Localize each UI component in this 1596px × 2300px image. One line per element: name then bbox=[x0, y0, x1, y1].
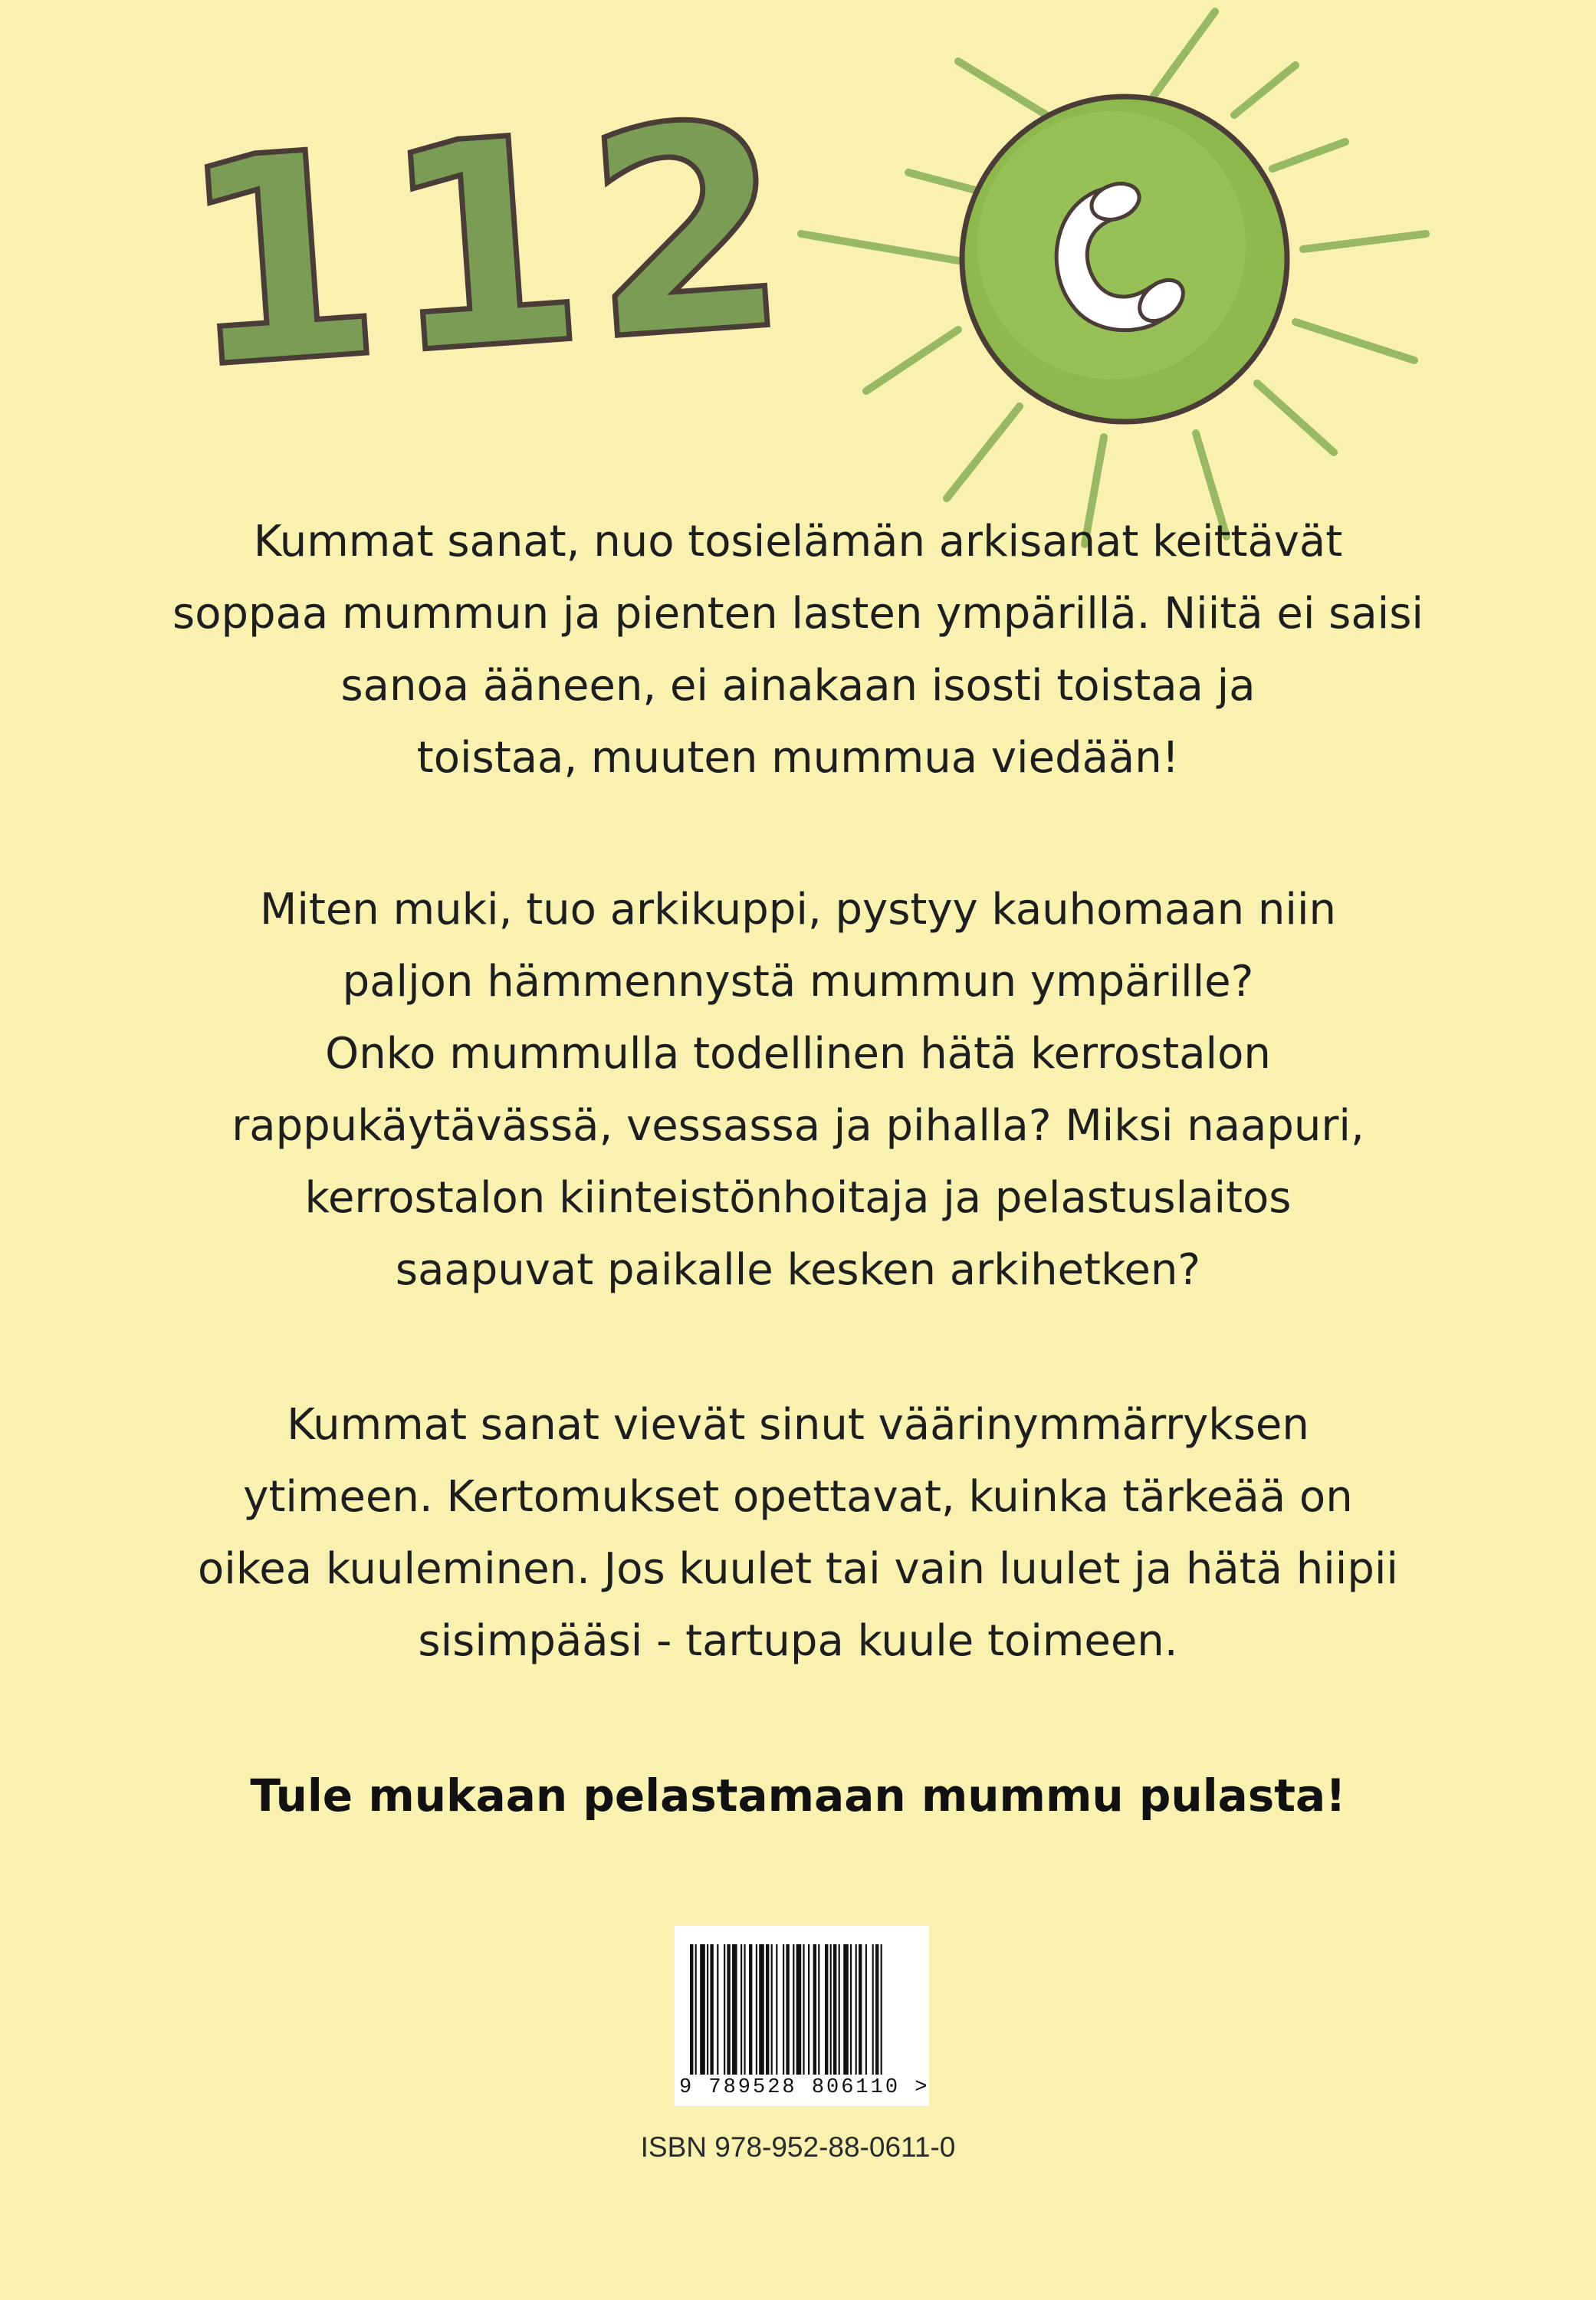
description-paragraph-2 bbox=[0, 874, 1596, 1306]
barcode-bar bbox=[793, 1944, 794, 2075]
text-line: kerrostalon kiinteistönhoitaja ja pelastuslaitos bbox=[304, 1173, 1292, 1223]
barcode-bar bbox=[695, 1944, 697, 2075]
barcode-bar bbox=[710, 1944, 713, 2075]
barcode-bar bbox=[843, 1944, 849, 2075]
barcode-bar bbox=[771, 1944, 773, 2075]
text-line: oikea kuuleminen. Jos kuulet tai vain luulet ja hätä hiipii bbox=[198, 1544, 1398, 1594]
barcode-bar bbox=[865, 1944, 867, 2075]
barcode-bar bbox=[833, 1944, 836, 2075]
barcode-bar bbox=[881, 1944, 882, 2075]
barcode-bar bbox=[808, 1944, 809, 2075]
barcode-bar bbox=[875, 1944, 878, 2075]
barcode-bar bbox=[756, 1944, 757, 2075]
barcode-bar bbox=[855, 1944, 857, 2075]
barcode bbox=[675, 1926, 929, 2106]
text-line: Miten muki, tuo arkikuppi, pystyy kauhomaan niin bbox=[260, 885, 1336, 935]
text-line: sanoa ääneen, ei ainakaan isosti toistaa ja bbox=[340, 661, 1256, 711]
barcode-bar bbox=[818, 1944, 819, 2075]
barcode-bars bbox=[679, 1944, 924, 2075]
text-line: rappukäytävässä, vessassa ja pihalla? Miksi naapuri, bbox=[232, 1101, 1364, 1151]
text-line: Kummat sanat, nuo tosielämän arkisanat keittävät bbox=[253, 517, 1343, 567]
text-line: Kummat sanat vievät sinut väärinymmärryksen bbox=[287, 1400, 1309, 1450]
barcode-bar bbox=[732, 1944, 737, 2075]
barcode-bar bbox=[717, 1944, 718, 2075]
text-line: soppaa mummun ja pienten lasten ympärillä. Niitä ei saisi bbox=[172, 589, 1424, 639]
number-112-art: 112 bbox=[170, 61, 803, 433]
text-line: saapuvat paikalle kesken arkihetken? bbox=[395, 1245, 1201, 1295]
barcode-bar bbox=[796, 1944, 802, 2075]
barcode-bar bbox=[727, 1944, 730, 2075]
barcode-bar bbox=[825, 1944, 828, 2075]
text-line: ytimeen. Kertomukset opettavat, kuinka tärkeää on bbox=[243, 1472, 1353, 1522]
barcode-bar bbox=[813, 1944, 816, 2075]
barcode-bar bbox=[759, 1944, 764, 2075]
barcode-bar bbox=[830, 1944, 832, 2075]
barcode-bar bbox=[741, 1944, 742, 2075]
barcode-bar bbox=[859, 1944, 862, 2075]
barcode-bar bbox=[690, 1944, 693, 2075]
barcode-bar bbox=[707, 1944, 708, 2075]
barcode-bar bbox=[783, 1944, 784, 2075]
barcode-bar bbox=[839, 1944, 840, 2075]
barcode-bar bbox=[803, 1944, 804, 2075]
barcode-digits: 9 789528 806110 > bbox=[679, 2076, 930, 2099]
barcode-bar bbox=[766, 1944, 769, 2075]
barcode-bar bbox=[744, 1944, 745, 2075]
barcode-bar bbox=[850, 1944, 852, 2075]
text-line: Onko mummulla todellinen hätä kerrostalon bbox=[325, 1029, 1271, 1079]
text-line: paljon hämmennystä mummun ympärille? bbox=[342, 957, 1254, 1007]
barcode-bar bbox=[700, 1944, 705, 2075]
isbn-number: ISBN 978-952-88-0611-0 bbox=[640, 2131, 956, 2163]
description-paragraph-3 bbox=[0, 1389, 1596, 1677]
barcode-bar bbox=[872, 1944, 874, 2075]
barcode-bar bbox=[749, 1944, 752, 2075]
text-line: sisimpääsi - tartupa kuule toimeen. bbox=[418, 1616, 1178, 1666]
description-paragraph-1 bbox=[0, 506, 1596, 794]
barcode-bar bbox=[776, 1944, 777, 2075]
call-to-action: Tule mukaan pelastamaan mummu pulasta! bbox=[250, 1769, 1346, 1822]
barcode-bar bbox=[724, 1944, 725, 2075]
text-line: toistaa, muuten mummua viedään! bbox=[416, 733, 1180, 783]
barcode-bar bbox=[786, 1944, 789, 2075]
